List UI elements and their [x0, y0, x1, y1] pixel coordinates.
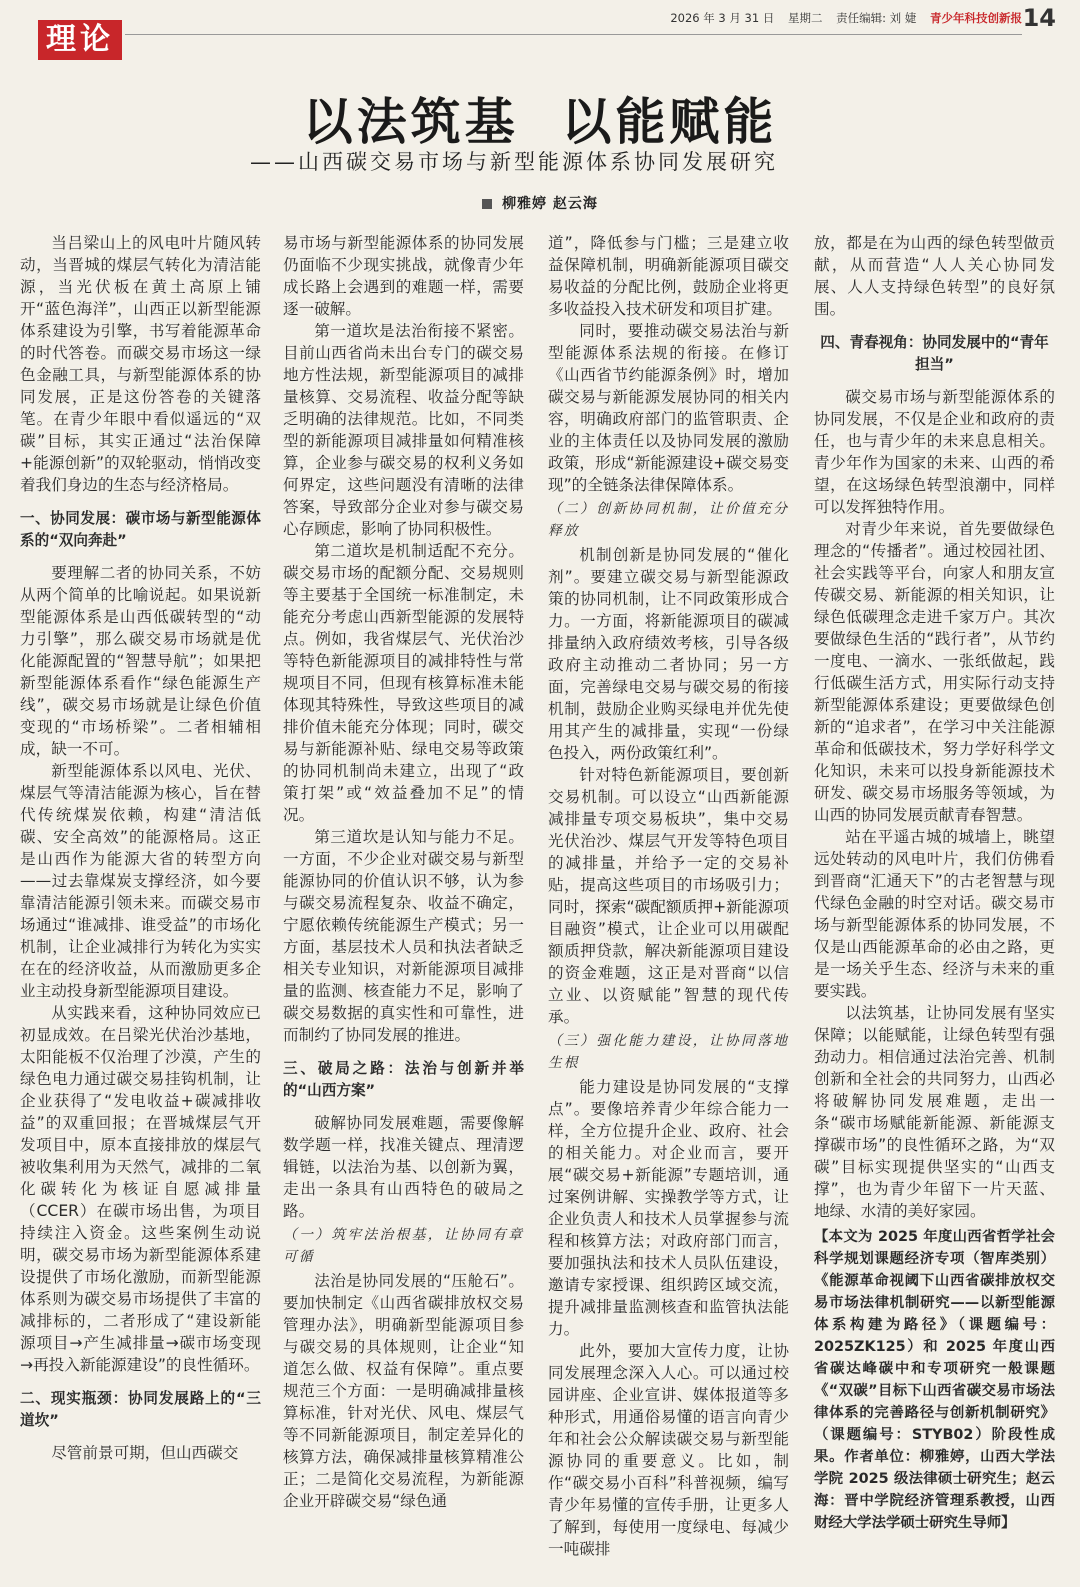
article-title: 以法筑基 以能赋能 [302, 92, 778, 151]
section-heading: 三、破局之路：法治与创新并举的“山西方案” [283, 1060, 524, 1099]
body-paragraph: 站在平遥古城的城墙上，眺望远处转动的风电叶片，我们仿佛看到晋商“汇通天下”的古老智慧与现代绿色金融的时空对话。碳交易市场与新型能源体系的协同发展，不仅是山西能源革命的必由之路，更是一场关乎生态、经济与未来的重要实践。 [814, 828, 1055, 1000]
body-paragraph: 破解协同发展难题，需要像解数学题一样，找准关键点、理清逻辑链，以法治为基、以创新为翼，走出一条具有山西特色的破局之路。 [283, 1114, 524, 1220]
body-paragraph: 同时，要推动碳交易法治与新型能源体系法规的衔接。在修订《山西省节约能源条例》时，增加碳交易与新能源发展协同的相关内容，明确政府部门的监管职责、企业的主体责任以及协同发展的激励政策，形成“新能源建设+碳交易变现”的全链条法律保障体系。 [548, 322, 789, 494]
body-paragraph: 能力建设是协同发展的“支撑点”。要像培养青少年综合能力一样，全方位提升企业、政府、社会的相关能力。对企业而言，要开展“碳交易+新能源”专题培训，通过案例讲解、实操教学等方式，让企业负责人和技术人员掌握参与流程和核算方法；对政府部门而言，要加强执法和技术人员队伍建设，邀请专家授课、组织跨区域交流，提升减排量监测核查和监管执法能力。 [548, 1078, 789, 1338]
body-paragraph: 对青少年来说，首先要做绿色理念的“传播者”。通过校园社团、社会实践等平台，向家人和朋友宣传碳交易、新能源的相关知识，让绿色低碳理念走进千家万户。其次要做绿色生活的“践行者”，从节约一度电、一滴水、一张纸做起，践行低碳生活方式，用实际行动支持新型能源体系建设；更要做绿色创新的“追求者”，在学习中关注能源革命和低碳技术，努力学好科学文化知识，未来可以投身新能源技术研发、碳交易市场服务等领域，为山西的协同发展贡献青春智慧。 [814, 520, 1055, 824]
body-paragraph: 第二道坎是机制适配不充分。碳交易市场的配额分配、交易规则等主要基于全国统一标准制定，未能充分考虑山西新型能源的发展特点。例如，我省煤层气、光伏治沙等特色新能源项目的减排特性与常规项目不同，但现有核算标准未能体现其特殊性，导致这些项目的减排价值未能充分体现；同时，碳交易与新能源补贴、绿电交易等政策的协同机制尚未建立，出现了“政策打架”或“效益叠加不足”的情况。 [283, 542, 524, 824]
subsection-heading: （二）创新协同机制，让价值充分释放 [548, 501, 789, 539]
body-paragraph: 放，都是在为山西的绿色转型做贡献，从而营造“人人关心协同发展、人人支持绿色转型”的良好氛围。 [814, 234, 1055, 318]
body-paragraph: 以法筑基，让协同发展有坚实保障；以能赋能，让绿色转型有强劲动力。相信通过法治完善、机制创新和全社会的共同努力，山西必将破解协同发展难题，走出一条“碳市场赋能新能源、新能源支撑碳市场”的良性循环之路，为“双碳”目标实现提供坚实的“山西支撑”，也为青少年留下一片天蓝、地绿、水清的美好家园。 [814, 1004, 1055, 1220]
text-column-4 [814, 232, 1055, 1577]
article-authors: 柳雅婷 赵云海 [502, 196, 598, 212]
body-paragraph: 法治是协同发展的“压舱石”。要加快制定《山西省碳排放权交易管理办法》，明确新型能源项目参与碳交易的具体规则，让企业“知道怎么做、权益有保障”。重点要规范三个方面：一是明确减排量核算标准，针对光伏、风电、煤层气等不同新能源项目，制定差异化的核算方法，确保减排量核算精准公正；二是简化交易流程，为新能源企业开辟碳交易“绿色通 [283, 1272, 524, 1510]
body-paragraph: 新型能源体系以风电、光伏、煤层气等清洁能源为核心，旨在替代传统煤炭依赖，构建“清洁低碳、安全高效”的能源格局。这正是山西作为能源大省的转型方向——过去靠煤炭支撑经济，如今要靠清洁能源引领未来。而碳交易市场通过“谁减排、谁受益”的市场化机制，让企业减排行为转化为实实在在的经济收益，从而激励更多企业主动投身新型能源项目建设。 [20, 762, 261, 1000]
header-rule [125, 34, 1022, 35]
section-tag: 理论 [38, 20, 122, 60]
body-paragraph: 从实践来看，这种协同效应已初显成效。在吕梁光伏治沙基地，太阳能板不仅治理了沙漠，产生的绿色电力通过碳交易挂钩机制，让企业获得了“发电收益+碳减排收益”的双重回报；在晋城煤层气开发项目中，原本直接排放的煤层气被收集利用为天然气，减排的二氧化碳转化为核证自愿减排量（CCER）在碳市场出售，为项目持续注入资金。这些案例生动说明，碳交易市场为新型能源体系建设提供了市场化激励，而新型能源体系则为碳交易市场提供了丰富的减排标的，二者形成了“建设新能源项目→产生减排量→碳市场变现→再投入新能源建设”的良性循环。 [20, 1004, 261, 1374]
body-paragraph: 此外，要加大宣传力度，让协同发展理念深入人心。可以通过校园讲座、企业宣讲、媒体报道等多种形式，用通俗易懂的语言向青少年和社会公众解读碳交易与新型能源协同的重要意义。比如，制作“碳交易小百科”科普视频，编写青少年易懂的宣传手册，让更多人了解到，每使用一度绿电、每减少一吨碳排 [548, 1342, 789, 1558]
text-column-1 [20, 232, 261, 1577]
issue-date: 2026 年 3 月 31 日 [670, 11, 775, 25]
page-header [0, 0, 1080, 66]
body-paragraph: 尽管前景可期，但山西碳交 [51, 1444, 239, 1462]
issue-weekday: 星期二 [788, 11, 823, 25]
page-number: 14 [1022, 4, 1056, 32]
byline-square-icon [482, 199, 492, 209]
header-info [660, 10, 1022, 26]
body-paragraph: 碳交易市场与新型能源体系的协同发展，不仅是企业和政府的责任，也与青少年的未来息息相关。青少年作为国家的未来、山西的希望，在这场绿色转型浪潮中，同样可以发挥独特作用。 [814, 388, 1055, 516]
body-paragraph: 要理解二者的协同关系，不妨从两个简单的比喻说起。如果说新型能源体系是山西低碳转型的“动力引擎”，那么碳交易市场就是优化能源配置的“智慧导航”；如果把新型能源体系看作“绿色能源生产线”，碳交易市场就是让绿色价值变现的“市场桥梁”。二者相辅相成，缺一不可。 [20, 564, 261, 758]
body-paragraph: 易市场与新型能源体系的协同发展仍面临不少现实挑战，就像青少年成长路上会遇到的难题一样，需要逐一破解。 [283, 234, 524, 318]
article-subtitle: ——山西碳交易市场与新型能源体系协同发展研究 [250, 150, 778, 174]
newspaper-name: 青少年科技创新报 [930, 11, 1022, 25]
body-paragraph: 针对特色新能源项目，要创新交易机制。可以设立“山西新能源减排量专项交易板块”，集中交易光伏治沙、煤层气开发等特色项目的减排量，并给予一定的交易补贴，提高这些项目的市场吸引力；同时，探索“碳配额质押+新能源项目融资”模式，让企业可以用碳配额质押贷款，解决新能源项目建设的资金难题，这正是对晋商“以信立业、以资赋能”智慧的现代传承。 [548, 766, 789, 1026]
body-paragraph: 当吕梁山上的风电叶片随风转动，当晋城的煤层气转化为清洁能源，当光伏板在黄土高原上铺开“蓝色海洋”，山西正以新型能源体系建设为引擎，书写着能源革命的时代答卷。而碳交易市场这一绿色金融工具，与新型能源体系的协同发展，正是这份答卷的关键落笔。在青少年眼中看似遥远的“双碳”目标，其实正通过“法治保障+能源创新”的双轮驱动，悄悄改变着我们身边的生态与经济格局。 [20, 234, 261, 494]
responsible-editor: 责任编辑: 刘 婕 [836, 11, 917, 25]
article-byline [0, 193, 1080, 213]
body-paragraph: 第三道坎是认知与能力不足。一方面，不少企业对碳交易与新型能源协同的价值认识不够，认为参与碳交易流程复杂、收益不确定，宁愿依赖传统能源生产模式；另一方面，基层技术人员和执法者缺乏相关专业知识，对新能源项目减排量的监测、核查能力不足，影响了碳交易数据的真实性和可靠性，进而制约了协同发展的推进。 [283, 828, 524, 1044]
body-paragraph: 第一道坎是法治衔接不紧密。目前山西省尚未出台专门的碳交易地方性法规，新型能源项目的减排量核算、交易流程、收益分配等缺乏明确的法律规范。比如，不同类型的新能源项目减排量如何精准核算，企业参与碳交易的权利义务如何界定，这些问题没有清晰的法律答案，导致部分企业对参与碳交易心存顾虑，影响了协同积极性。 [283, 322, 524, 538]
body-paragraph: 道”，降低参与门槛；三是建立收益保障机制，明确新能源项目碳交易收益的分配比例，鼓励企业将更多收益投入技术研发和项目扩建。 [548, 234, 789, 318]
text-column-2 [283, 232, 524, 1577]
section-heading: 四、青春视角：协同发展中的“青年担当” [820, 334, 1049, 373]
text-column-3 [548, 232, 789, 1577]
body-paragraph: 机制创新是协同发展的“催化剂”。要建立碳交易与新型能源政策的协同机制，让不同政策形成合力。一方面，将新能源项目的碳减排量纳入政府绩效考核，引导各级政府主动推动二者协同；另一方面，完善绿电交易与碳交易的衔接机制，鼓励企业购买绿电并优先使用其产生的减排量，实现“一份绿色投入，两份政策红利”。 [548, 546, 789, 762]
section-heading: 二、现实瓶颈：协同发展路上的“三道坎” [20, 1390, 261, 1429]
subsection-heading: （三）强化能力建设，让协同落地生根 [548, 1033, 789, 1071]
subsection-heading: （一）筑牢法治根基，让协同有章可循 [283, 1227, 524, 1265]
project-note: 【本文为 2025 年度山西省哲学社会科学规划课题经济专项（智库类别）《能源革命视阈下山西省碳排放权交易市场法律机制研究——以新型能源体系构建为路径》（课题编号：2025ZK125）和 2025 年度山西省碳达峰碳中和专项研究一般课题《“双碳”目标下山西省碳交易市场法律体系的完善路径与创新机制研究》（课题编号：STYB02）阶段性成果。作者单位：柳雅婷，山西大学法学院 2025 级法律硕士研究生；赵云海：晋中学院经济管理系教授，山西财经大学法学硕士研究生导师】 [814, 1229, 1055, 1531]
section-heading: 一、协同发展：碳市场与新型能源体系的“双向奔赴” [20, 510, 261, 549]
